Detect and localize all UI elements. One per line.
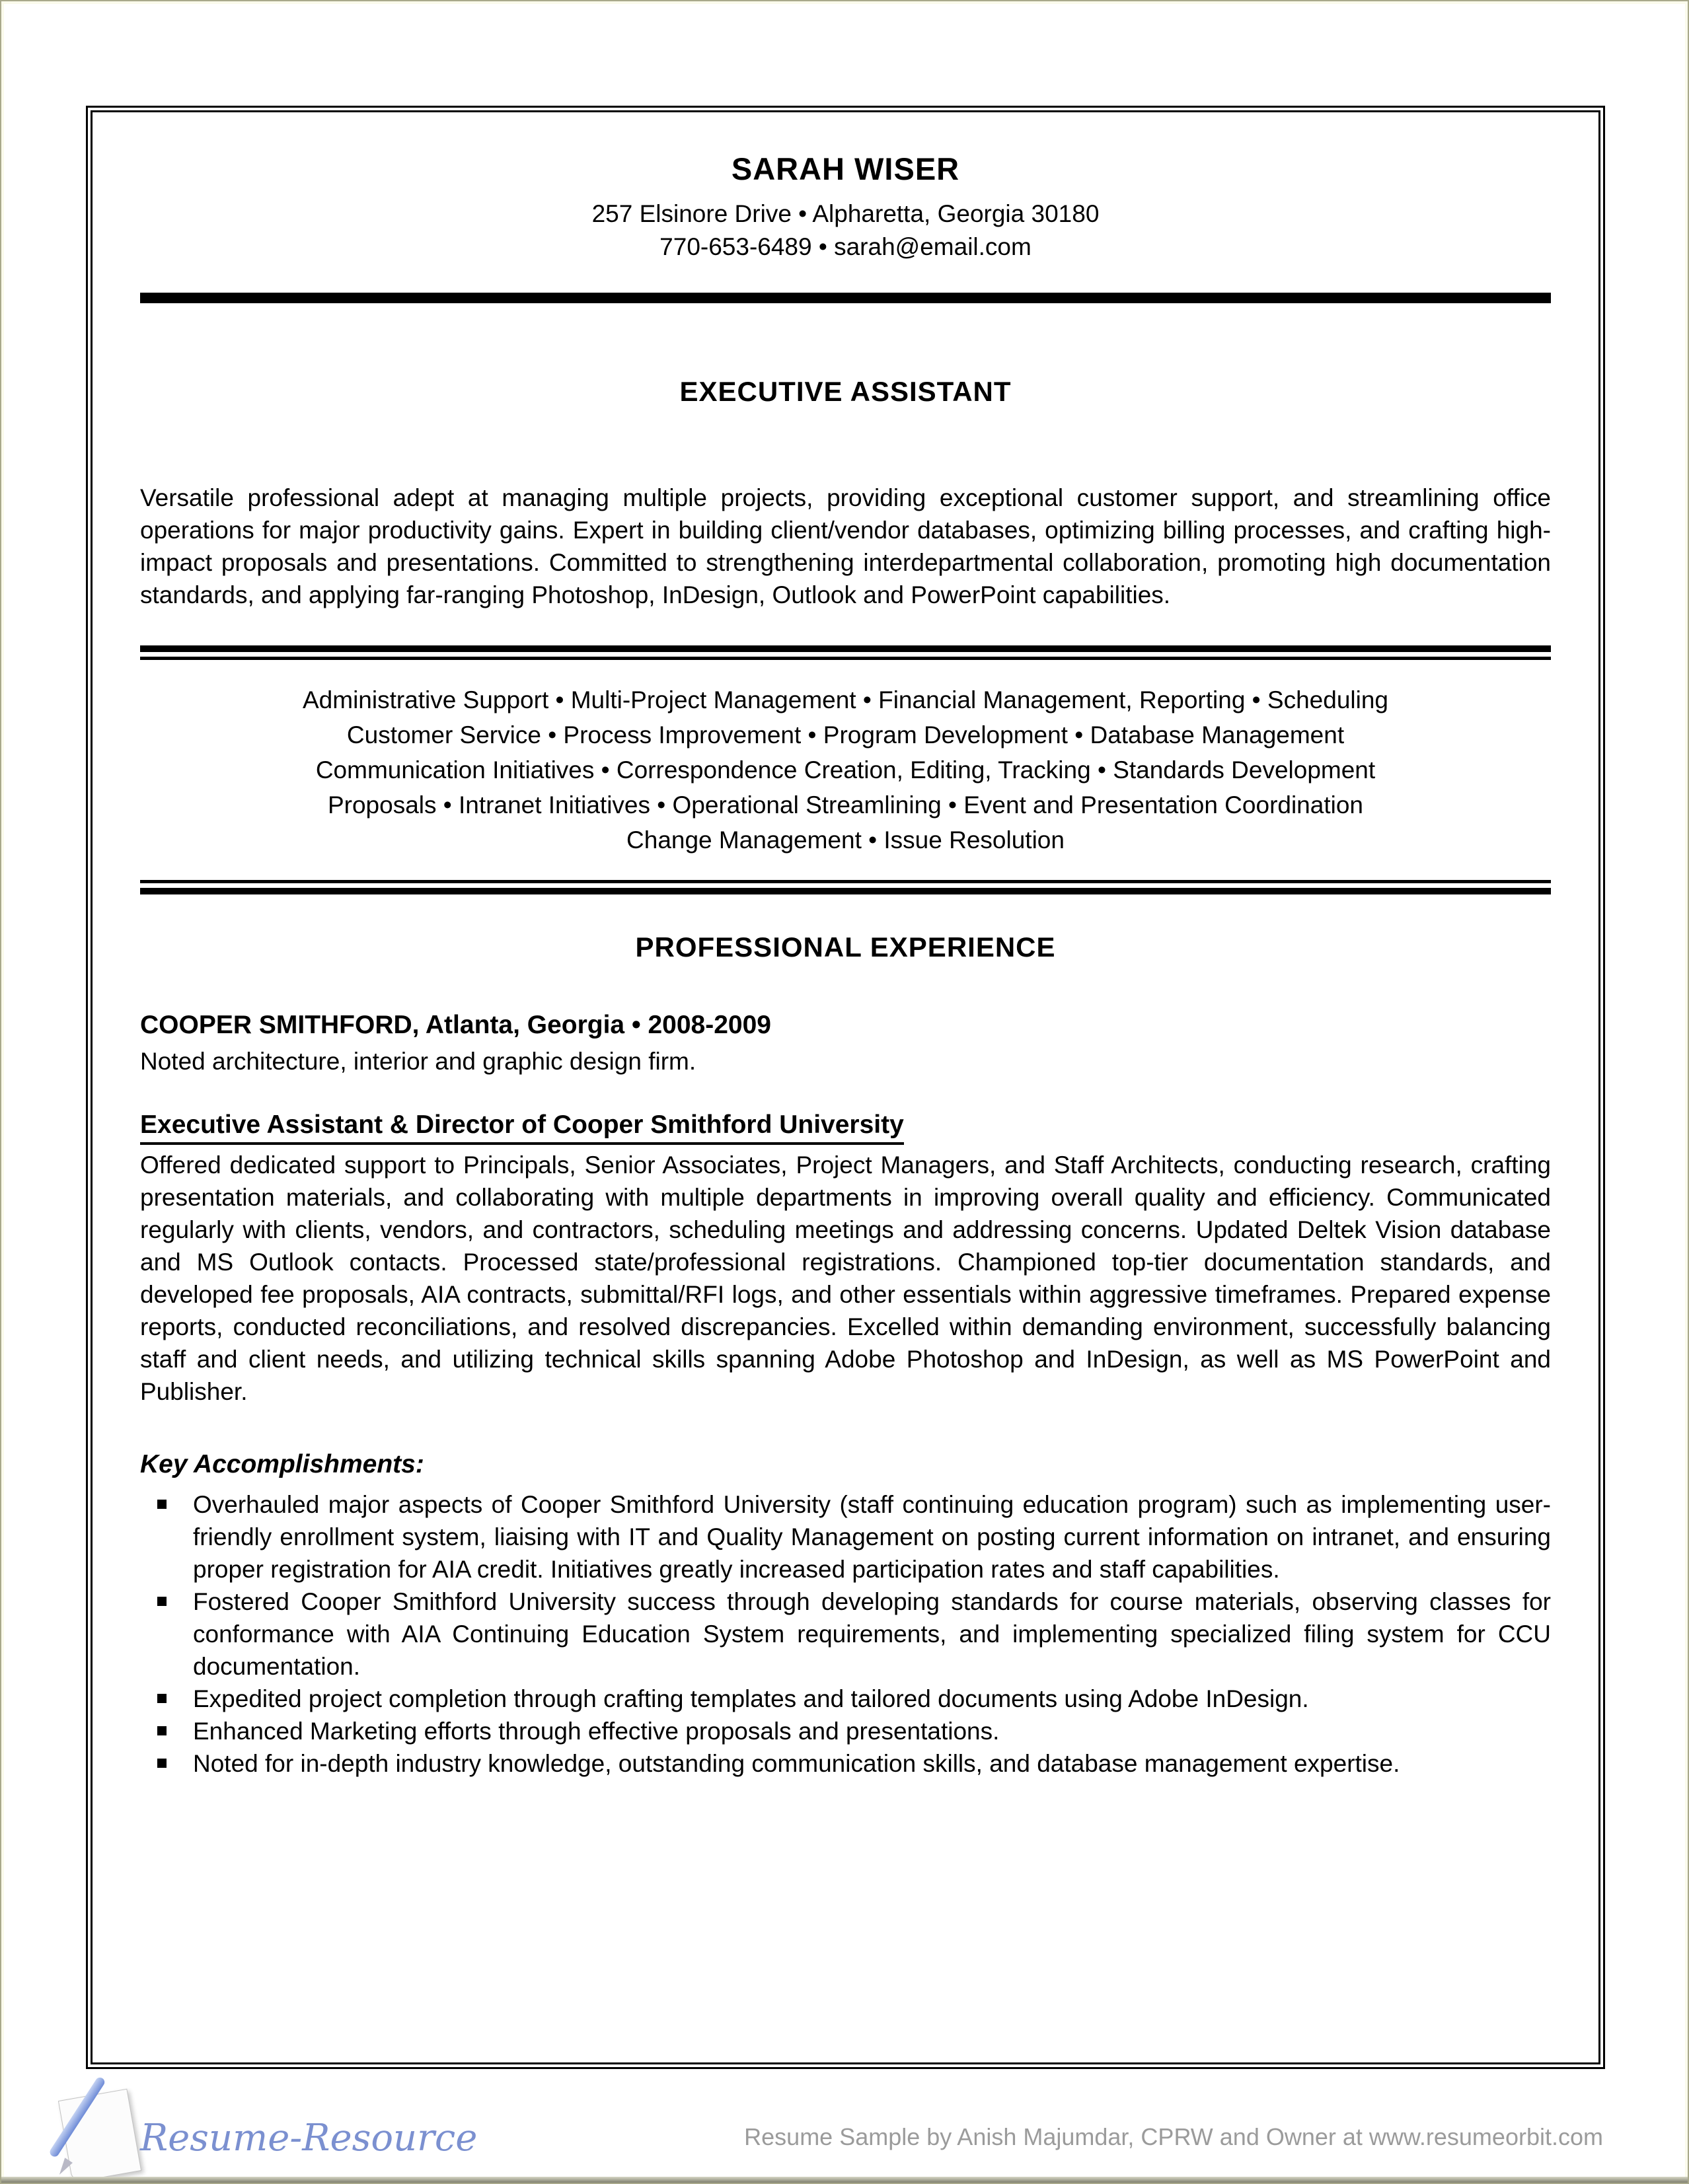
phone-email-line: 770-653-6489 • sarah@email.com (659, 233, 1032, 260)
accomplishment-text: Noted for in-depth industry knowledge, outstanding communication skills, and database management expertise. (193, 1750, 1400, 1777)
summary-paragraph: Versatile professional adept at managing multiple projects, providing exceptional customer support, and streamlining office operations for major productivity gains. Expert in building client/vendor databases, optimizing billing processes, and crafting high-impact proposals and presentations. Committed to strengthening interdepartmental collaboration, promoting high documentation standards, and applying far-ranging Photoshop, InDesign, Outlook and PowerPoint capabilities. (140, 484, 1551, 608)
skills-block (140, 682, 1551, 857)
address-line: 257 Elsinore Drive • Alpharetta, Georgia 30180 (591, 200, 1100, 227)
bullet-square-icon (157, 1759, 167, 1768)
accomplishment-text: Enhanced Marketing efforts through effective proposals and presentations. (193, 1718, 1000, 1745)
logo-text: Resume-Resource (140, 2117, 478, 2160)
skills-top-divider (140, 645, 1551, 660)
job-description-paragraph: Offered dedicated support to Principals, Senior Associates, Project Managers, and Staff Architects, conducting research, crafting presentation materials, and collaborating with multiple departments in improving overall quality and efficiency. Communicated regularly with clients, vendors, and contractors, scheduling meetings and addressing concerns. Updated Deltek Vision database and MS Outlook contacts. Processed state/professional registrations. Championed top-tier documentation standards, and developed fee proposals, AIA contracts, submittal/RFI logs, and other essentials within aggressive timeframes. Prepared expense reports, conducted reconciliations, and resolved discrepancies. Excelled within demanding environment, successfully balancing staff and client needs, and utilizing technical skills spanning Adobe Photoshop and InDesign, as well as MS PowerPoint and Publisher. (140, 1151, 1551, 1405)
bullet-square-icon (157, 1694, 167, 1703)
pen-tip (56, 2158, 73, 2177)
skills-line: Administrative Support • Multi-Project Management • Financial Management, Reporting • Scheduling (303, 686, 1388, 713)
page-bottom-band (1, 2177, 1688, 2183)
accomplishment-text: Expedited project completion through crafting templates and tailored documents using Adobe InDesign. (193, 1685, 1309, 1712)
pen-icon (63, 2078, 143, 2184)
accomplishment-item (140, 1683, 1551, 1715)
bullet-square-icon (157, 1597, 167, 1606)
header-divider-rule (140, 293, 1551, 303)
job-title: Executive Assistant & Director of Cooper Smithford University (140, 1110, 904, 1145)
company-line: COOPER SMITHFORD, Atlanta, Georgia • 2008-2009 (140, 1011, 771, 1039)
resume-content-box (86, 106, 1605, 2069)
resume-resource-logo[interactable] (59, 2088, 478, 2180)
accomplishment-item (140, 1715, 1551, 1747)
accomplishment-text: Overhauled major aspects of Cooper Smithford University (staff continuing education program) such as implementing user-friendly enrollment system, liaising with IT and Quality Management on posting current information on intranet, and ensuring proper registration for AIA credit. Initiatives greatly increased participation rates and staff capabilities. (193, 1491, 1551, 1583)
section-title-professional-experience: PROFESSIONAL EXPERIENCE (635, 931, 1056, 963)
skills-line: Communication Initiatives • Correspondence Creation, Editing, Tracking • Standards Development (315, 756, 1376, 783)
footer-credit[interactable]: Resume Sample by Anish Majumdar, CPRW and Owner at www.resumeorbit.com (744, 2123, 1603, 2150)
job-title-wrap (140, 1110, 1551, 1145)
accomplishment-text: Fostered Cooper Smithford University success through developing standards for course materials, observing classes for conformance with AIA Continuing Education System requirements, and implementing specialized filing system for CCU documentation. (193, 1588, 1551, 1680)
accomplishment-item (140, 1488, 1551, 1585)
accomplishments-title: Key Accomplishments: (140, 1450, 424, 1478)
resume-header (140, 151, 1551, 264)
pen-barrel (48, 2076, 106, 2158)
company-description: Noted architecture, interior and graphic design firm. (140, 1048, 696, 1075)
skills-line: Change Management • Issue Resolution (626, 826, 1065, 854)
accomplishment-item (140, 1585, 1551, 1683)
bullet-square-icon (157, 1726, 167, 1735)
accomplishments-list (140, 1488, 1551, 1780)
skills-line: Customer Service • Process Improvement • Program Development • Database Management (346, 721, 1345, 748)
bullet-square-icon (157, 1500, 167, 1509)
role-title: EXECUTIVE ASSISTANT (679, 376, 1012, 407)
accomplishment-item (140, 1747, 1551, 1780)
skills-line: Proposals • Intranet Initiatives • Operational Streamlining • Event and Presentation Coordination (327, 791, 1363, 819)
skills-bottom-divider (140, 880, 1551, 894)
person-name: SARAH WISER (731, 151, 960, 186)
